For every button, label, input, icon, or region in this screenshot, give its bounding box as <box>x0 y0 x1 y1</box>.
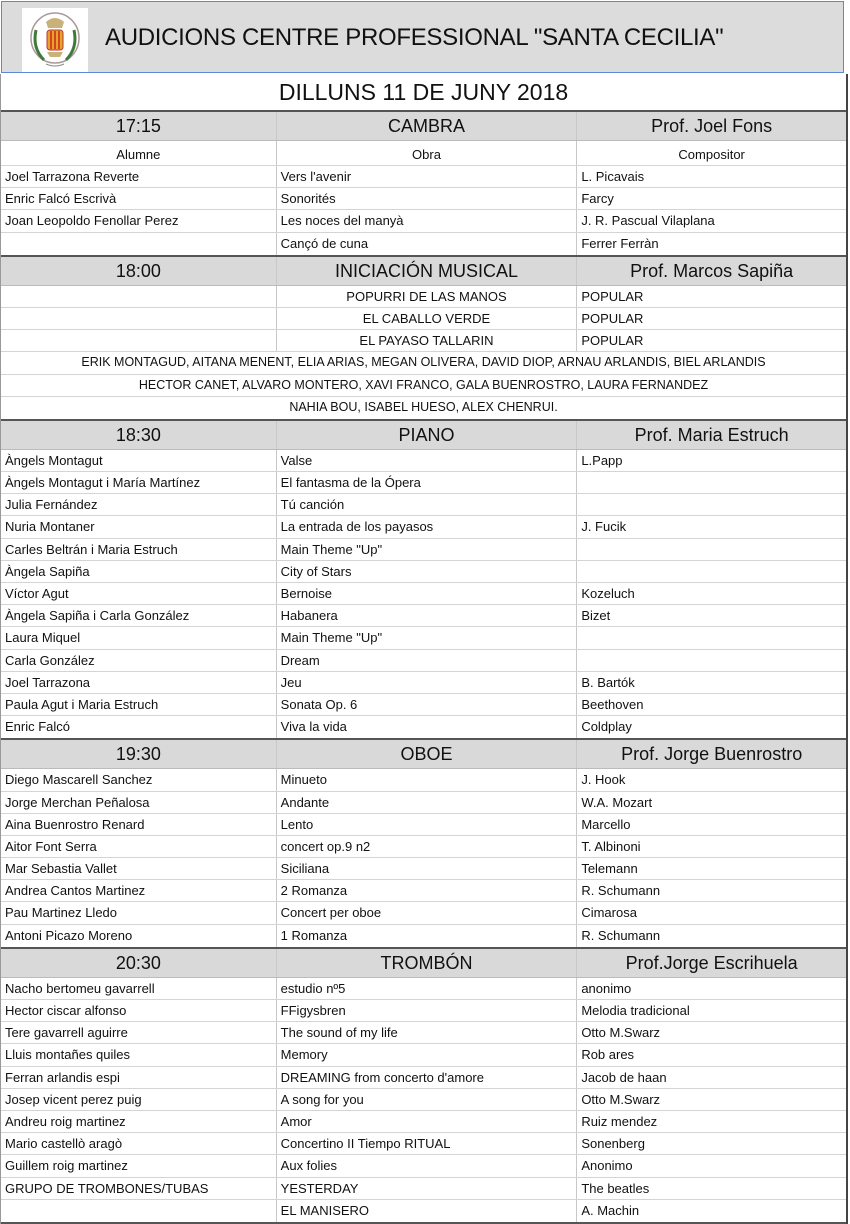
cell-student: Àngela Sapiña <box>1 561 277 582</box>
table-row <box>1 561 846 583</box>
participants-list: HECTOR CANET, ALVARO MONTERO, XAVI FRANCO, GALA BUENROSTRO, LAURA FERNANDEZ <box>138 377 709 392</box>
section-header <box>1 112 846 141</box>
cell-student: Ferran arlandis espi <box>1 1067 277 1088</box>
cell-composer: anonimo <box>581 980 632 996</box>
cell-student: Antoni Picazo Moreno <box>1 925 277 947</box>
section-teacher: Prof. Jorge Buenrostro <box>621 744 803 765</box>
cell-student: Joel Tarrazona <box>1 672 277 693</box>
cell-work: Minueto <box>277 769 578 790</box>
cell-composer <box>577 494 846 515</box>
cell-composer: Otto M.Swarz <box>581 1091 661 1107</box>
table-row <box>1 330 846 352</box>
crest-icon <box>22 8 88 72</box>
cell-work: Aux folies <box>277 1155 578 1176</box>
cell-work: Siciliana <box>277 858 578 879</box>
section-name: CAMBRA <box>277 112 578 140</box>
table-row <box>1 880 846 902</box>
section-time: 18:00 <box>1 257 277 285</box>
cell-student: Aitor Font Serra <box>1 836 277 857</box>
cell-composer: POPULAR <box>581 333 644 349</box>
cell-work: City of Stars <box>277 561 578 582</box>
cell-student: Mario castellò aragò <box>1 1133 277 1154</box>
section-iniciaci-n-musical <box>1 257 846 421</box>
table-row <box>1 1133 846 1155</box>
cell-composer: Bizet <box>581 608 611 624</box>
cell-student: Aina Buenrostro Renard <box>1 814 277 835</box>
cell-work: 1 Romanza <box>277 925 578 947</box>
cell-work: Viva la vida <box>277 716 578 738</box>
header-banner <box>1 1 844 73</box>
column-header-row <box>1 141 846 166</box>
section-name: OBOE <box>277 740 578 768</box>
table-row <box>1 450 846 472</box>
section-cambra <box>1 112 846 257</box>
cell-work: Dream <box>277 650 578 671</box>
cell-composer: Sonenberg <box>581 1136 645 1152</box>
participants-row <box>1 375 846 397</box>
cell-composer: Cimarosa <box>581 905 637 921</box>
cell-composer: T. Albinoni <box>581 838 641 854</box>
table-row <box>1 1178 846 1200</box>
cell-student: Paula Agut i Maria Estruch <box>1 694 277 715</box>
table-row <box>1 1111 846 1133</box>
cell-composer: J. Hook <box>581 772 626 788</box>
cell-composer <box>577 561 846 582</box>
cell-student: Àngels Montagut <box>1 450 277 471</box>
cell-student: Nacho bertomeu gavarrell <box>1 978 277 999</box>
cell-work: Concertino II Tiempo RITUAL <box>277 1133 578 1154</box>
cell-student <box>1 233 277 255</box>
cell-work: 2 Romanza <box>277 880 578 901</box>
cell-work: EL MANISERO <box>277 1200 578 1222</box>
cell-student: Carla González <box>1 650 277 671</box>
cell-work: La entrada de los payasos <box>277 516 578 537</box>
cell-student <box>1 1200 277 1222</box>
cell-work: Main Theme "Up" <box>277 539 578 560</box>
cell-composer: Beethoven <box>581 696 644 712</box>
cell-composer: Farcy <box>581 191 614 207</box>
cell-composer: W.A. Mozart <box>581 794 653 810</box>
table-row <box>1 286 846 308</box>
schedule-table <box>0 74 848 1224</box>
cell-work: POPURRI DE LAS MANOS <box>277 286 578 307</box>
section-teacher: Prof.Jorge Escrihuela <box>625 952 798 973</box>
cell-work: FFigysbren <box>277 1000 578 1021</box>
table-row <box>1 1000 846 1022</box>
cell-student: Joan Leopoldo Fenollar Perez <box>1 210 277 231</box>
section-header <box>1 949 846 978</box>
cell-student: Enric Falcó Escrivà <box>1 188 277 209</box>
participants-row <box>1 397 846 419</box>
cell-composer: B. Bartók <box>581 674 635 690</box>
cell-composer: Telemann <box>581 861 638 877</box>
cell-student: Andrea Cantos Martinez <box>1 880 277 901</box>
cell-composer: J. Fucik <box>581 519 627 535</box>
cell-student: Andreu roig martinez <box>1 1111 277 1132</box>
section-tromb-n <box>1 949 846 1224</box>
event-date: DILLUNS 11 DE JUNY 2018 <box>1 74 846 112</box>
cell-student: Tere gavarrell aguirre <box>1 1022 277 1043</box>
section-name: TROMBÓN <box>277 949 578 977</box>
cell-composer: R. Schumann <box>581 883 661 899</box>
section-time: 17:15 <box>1 112 277 140</box>
cell-work: Valse <box>277 450 578 471</box>
cell-student: Jorge Merchan Peñalosa <box>1 792 277 813</box>
cell-work: El fantasma de la Ópera <box>277 472 578 493</box>
cell-work: Jeu <box>277 672 578 693</box>
cell-student: Carles Beltrán i Maria Estruch <box>1 539 277 560</box>
cell-composer: POPULAR <box>581 310 644 326</box>
section-header <box>1 740 846 769</box>
cell-student: Pau Martinez Lledo <box>1 902 277 923</box>
participants-list: NAHIA BOU, ISABEL HUESO, ALEX CHENRUI. <box>289 399 558 414</box>
cell-composer: L.Papp <box>581 452 623 468</box>
cell-composer: Ruiz mendez <box>581 1113 658 1129</box>
cell-student: Lluis montañes quiles <box>1 1044 277 1065</box>
cell-work: Memory <box>277 1044 578 1065</box>
cell-composer <box>577 650 846 671</box>
table-row <box>1 694 846 716</box>
cell-composer: The beatles <box>581 1180 650 1196</box>
cell-composer: L. Picavais <box>581 169 645 184</box>
cell-student: Joel Tarrazona Reverte <box>1 166 277 187</box>
cell-student: Àngela Sapiña i Carla González <box>1 605 277 626</box>
section-piano <box>1 421 846 740</box>
cell-composer: R. Schumann <box>581 927 661 943</box>
cell-student: Guillem roig martinez <box>1 1155 277 1176</box>
cell-work: YESTERDAY <box>277 1178 578 1199</box>
table-row <box>1 925 846 947</box>
cell-work: Tú canción <box>277 494 578 515</box>
cell-work: concert op.9 n2 <box>277 836 578 857</box>
column-header-student: Alumne <box>1 141 277 165</box>
cell-composer: Rob ares <box>581 1047 635 1063</box>
cell-student: Mar Sebastia Vallet <box>1 858 277 879</box>
table-row <box>1 1067 846 1089</box>
cell-work: Sonata Op. 6 <box>277 694 578 715</box>
cell-work: Cançó de cuna <box>277 233 578 255</box>
cell-composer: Marcello <box>581 816 631 832</box>
cell-work: EL CABALLO VERDE <box>277 308 578 329</box>
table-row <box>1 836 846 858</box>
cell-work: Lento <box>277 814 578 835</box>
table-row <box>1 1044 846 1066</box>
cell-work: Andante <box>277 792 578 813</box>
table-row <box>1 902 846 924</box>
cell-work: A song for you <box>277 1089 578 1110</box>
cell-student: Àngels Montagut i María Martínez <box>1 472 277 493</box>
participants-row <box>1 352 846 374</box>
table-row <box>1 494 846 516</box>
table-row <box>1 627 846 649</box>
cell-composer <box>577 539 846 560</box>
section-teacher: Prof. Maria Estruch <box>634 424 789 445</box>
cell-student: Diego Mascarell Sanchez <box>1 769 277 790</box>
section-name: PIANO <box>277 421 578 449</box>
school-crest-logo <box>22 8 88 72</box>
cell-student: Víctor Agut <box>1 583 277 604</box>
cell-composer: Kozeluch <box>581 586 635 601</box>
section-teacher: Prof. Marcos Sapiña <box>630 260 794 281</box>
table-row <box>1 792 846 814</box>
cell-work: Concert per oboe <box>277 902 578 923</box>
page-title: AUDICIONS CENTRE PROFESSIONAL "SANTA CECILIA" <box>105 24 724 51</box>
section-oboe <box>1 740 846 949</box>
table-row <box>1 516 846 538</box>
cell-work: estudio nº5 <box>277 978 578 999</box>
section-header <box>1 257 846 286</box>
cell-work: DREAMING from concerto d'amore <box>277 1067 578 1088</box>
table-row <box>1 583 846 605</box>
table-row <box>1 1155 846 1177</box>
table-row <box>1 539 846 561</box>
cell-work: EL PAYASO TALLARIN <box>277 330 578 351</box>
cell-composer: Jacob de haan <box>581 1069 667 1085</box>
section-time: 20:30 <box>1 949 277 977</box>
column-header-composer: Compositor <box>678 147 745 162</box>
cell-student <box>1 286 277 307</box>
table-row <box>1 1200 846 1222</box>
table-row <box>1 1089 846 1111</box>
cell-student: Enric Falcó <box>1 716 277 738</box>
table-row <box>1 166 846 188</box>
cell-composer: POPULAR <box>581 288 644 304</box>
cell-student: GRUPO DE TROMBONES/TUBAS <box>1 1178 277 1199</box>
column-header-work: Obra <box>277 141 578 165</box>
cell-composer: A. Machin <box>581 1202 640 1218</box>
cell-work: Sonorités <box>277 188 578 209</box>
cell-composer: Coldplay <box>581 719 632 735</box>
table-row <box>1 769 846 791</box>
cell-composer <box>577 472 846 493</box>
cell-student: Laura Miquel <box>1 627 277 648</box>
cell-composer: Otto M.Swarz <box>581 1025 661 1041</box>
section-time: 19:30 <box>1 740 277 768</box>
table-row <box>1 716 846 738</box>
table-row <box>1 650 846 672</box>
cell-student: Hector ciscar alfonso <box>1 1000 277 1021</box>
cell-composer: Ferrer Ferràn <box>581 235 659 251</box>
table-row <box>1 233 846 255</box>
cell-work: Main Theme "Up" <box>277 627 578 648</box>
table-row <box>1 858 846 880</box>
table-row <box>1 672 846 694</box>
cell-composer: Melodia tradicional <box>581 1003 690 1018</box>
cell-work: Amor <box>277 1111 578 1132</box>
table-row <box>1 472 846 494</box>
cell-student <box>1 330 277 351</box>
cell-work: The sound of my life <box>277 1022 578 1043</box>
cell-student <box>1 308 277 329</box>
section-teacher: Prof. Joel Fons <box>651 116 773 136</box>
section-name: INICIACIÓN MUSICAL <box>277 257 578 285</box>
table-row <box>1 210 846 232</box>
table-row <box>1 308 846 330</box>
cell-work: Les noces del manyà <box>277 210 578 231</box>
cell-work: Bernoise <box>277 583 578 604</box>
table-row <box>1 978 846 1000</box>
cell-student: Julia Fernández <box>1 494 277 515</box>
cell-work: Vers l'avenir <box>277 166 578 187</box>
cell-composer <box>577 627 846 648</box>
cell-student: Nuria Montaner <box>1 516 277 537</box>
table-row <box>1 1022 846 1044</box>
table-row <box>1 814 846 836</box>
cell-composer: Anonimo <box>581 1158 633 1174</box>
section-header <box>1 421 846 450</box>
cell-student: Josep vicent perez puig <box>1 1089 277 1110</box>
table-row <box>1 188 846 210</box>
participants-list: ERIK MONTAGUD, AITANA MENENT, ELIA ARIAS, MEGAN OLIVERA, DAVID DIOP, ARNAU ARLANDIS, BIEL ARLANDIS <box>81 355 766 370</box>
cell-work: Habanera <box>277 605 578 626</box>
cell-composer: J. R. Pascual Vilaplana <box>581 213 715 229</box>
section-time: 18:30 <box>1 421 277 449</box>
table-row <box>1 605 846 627</box>
